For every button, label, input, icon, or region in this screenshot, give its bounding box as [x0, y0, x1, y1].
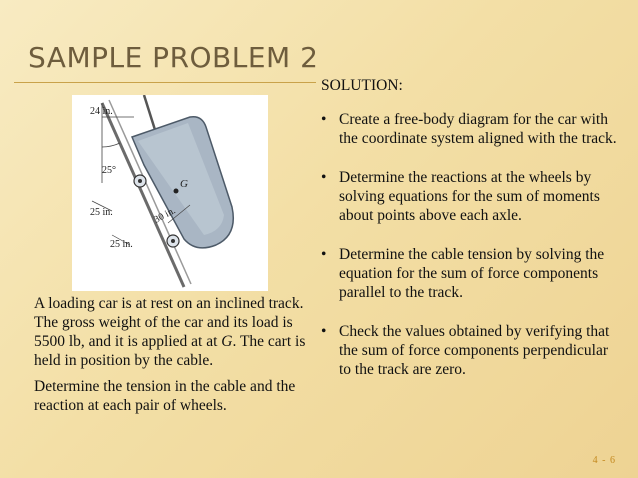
solution-step-text: Check the values obtained by verifying that the sum of force components perpendicular to the track are zero.: [339, 323, 610, 378]
bullet-glyph: •: [321, 169, 327, 186]
solution-step-text: Create a free-body diagram for the car with the coordinate system aligned with the track.: [339, 111, 617, 147]
solution-steps: [321, 110, 621, 399]
solution-step-text: Determine the reactions at the wheels by solving equations for the sum of moments about points above each axle.: [339, 169, 600, 224]
problem-statement: [34, 294, 310, 422]
solution-step: [321, 245, 621, 302]
label-24-in: 24 in.: [90, 106, 113, 117]
label-25-in-upper: 25 in.: [90, 207, 113, 218]
bullet-glyph: •: [321, 246, 327, 263]
loading-car-figure: [72, 95, 268, 291]
upper-axle: [138, 179, 142, 183]
solution-step: [321, 110, 621, 148]
label-30-in: 30 in.: [152, 205, 178, 226]
problem-text-before: A loading car is at rest on an inclined track. The gross weight of the car and its load is 5500 lb, and it is applied at at: [34, 295, 304, 350]
problem-text-after: . The cart is held in position by the cable.: [34, 333, 306, 369]
cable: [144, 95, 156, 133]
solution-step: [321, 322, 621, 379]
solution-heading: SOLUTION:: [321, 77, 403, 94]
angle-arc: [102, 143, 120, 147]
label-g: G: [180, 178, 188, 190]
loading-car-diagram: [72, 95, 268, 291]
title-underline: [14, 82, 316, 83]
label-25-in-lower: 25 in.: [110, 239, 133, 250]
solution-step: [321, 168, 621, 225]
problem-variable-g: G: [221, 333, 233, 350]
bullet-glyph: •: [321, 323, 327, 340]
lower-axle: [171, 239, 175, 243]
slide-title: SAMPLE PROBLEM 2: [28, 41, 319, 74]
slide-number: 4 - 6: [592, 455, 616, 466]
bullet-glyph: •: [321, 111, 327, 128]
center-of-gravity-point: [174, 189, 179, 194]
label-angle-25: 25°: [102, 165, 116, 176]
solution-step-text: Determine the cable tension by solving the equation for the sum of force components parallel to the track.: [339, 246, 605, 301]
problem-paragraph-1: [34, 294, 310, 370]
problem-paragraph-2: Determine the tension in the cable and the reaction at each pair of wheels.: [34, 378, 296, 414]
